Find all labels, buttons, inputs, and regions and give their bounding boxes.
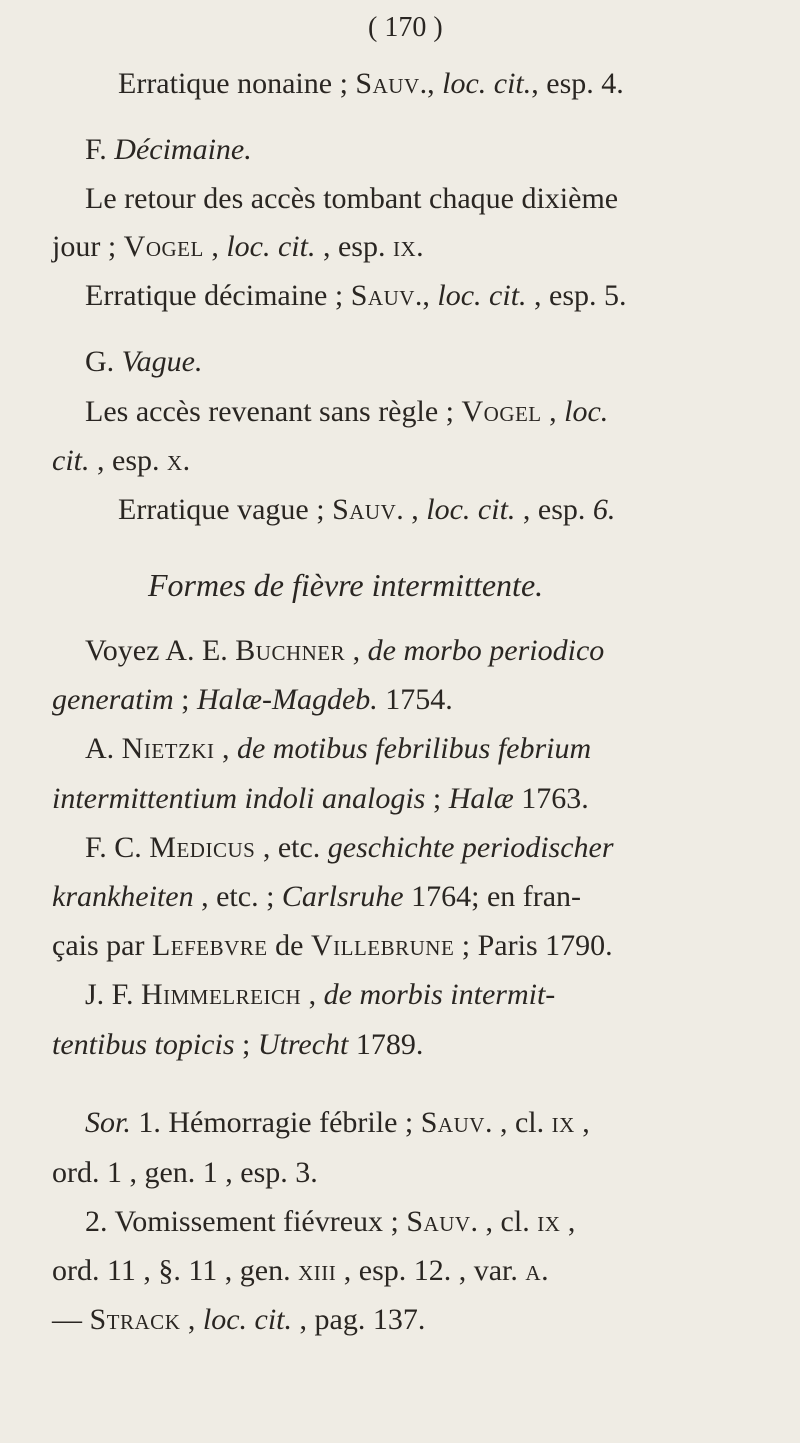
section-heading [85,132,252,168]
text-run: , esp. [515,493,593,526]
text-run: 1763. [513,782,589,815]
text-line [52,879,581,915]
italic-text: Formes de fièvre intermittente. [148,567,544,603]
author-name: Medicus [149,831,256,864]
text-run: , esp. [315,230,393,263]
author-name: Sauv [406,1205,471,1238]
text-run: . [416,230,424,263]
text-run: Voyez A. E. [85,634,236,667]
text-run: . , [396,493,427,526]
text-run: A. [85,732,122,765]
text-line [85,1204,575,1240]
author-name: Himmelreich [140,978,302,1011]
italic-text: de morbo periodico [367,634,605,667]
text-line [52,781,589,817]
text-run: , [301,978,324,1011]
author-name: Villebrune [310,929,455,962]
text-run: Erratique décimaine ; [85,279,351,312]
text-run: . , cl. [470,1205,538,1238]
text-run: , [541,395,565,428]
text-run: , [214,732,237,765]
author-name: Nietzki [121,732,215,765]
italic-text: Utrecht [257,1028,349,1061]
author-name: Sauv [350,279,415,312]
text-line [118,492,615,528]
text-line [52,1155,318,1191]
text-run: ; [173,683,197,716]
author-name: x [167,444,183,477]
text-run: de [267,929,311,962]
text-run: , esp. 12. , var. [336,1254,526,1287]
text-run: çais par [52,929,152,962]
italic-text: Halæ-Magdeb. [196,683,378,716]
author-name: Strack [89,1303,181,1336]
text-line [85,181,618,217]
text-run: , esp. 5. [526,279,627,312]
italic-text: loc. cit. [202,1303,292,1336]
italic-text: krankheiten [52,880,194,913]
text-run: F. C. [85,831,150,864]
italic-text: Décimaine. [114,133,252,166]
author-name: a [525,1254,542,1287]
text-run: ., [414,279,438,312]
text-run: jour ; [52,230,124,263]
author-name: ix [392,230,417,263]
author-name: Sauv [355,67,420,100]
text-run: , [180,1303,203,1336]
chapter-title [148,567,543,603]
italic-text: cit. [52,444,90,477]
text-run: ; Paris 1790. [454,929,613,962]
text-line [52,682,453,718]
text-line [52,1253,549,1289]
author-name: ix [551,1106,575,1139]
text-run: 2. Vomissement fiévreux ; [85,1205,407,1238]
text-run: Le retour des accès tombant chaque dixième [85,182,619,215]
text-line [85,731,591,767]
italic-text: 6. [592,493,616,526]
italic-text: loc. cit. [442,67,532,100]
text-run: — [52,1303,90,1336]
text-line [85,633,604,669]
text-run: 1789. [348,1028,424,1061]
author-name: xiii [298,1254,337,1287]
italic-text: generatim [52,683,174,716]
author-name: Sauv [420,1106,485,1139]
text-run: ord. 11 , §. 11 , gen. [52,1254,299,1287]
text-line [85,394,608,430]
text-line [52,443,190,479]
text-run: , [203,230,227,263]
italic-text: Carlsruhe [281,880,404,913]
text-line [52,928,613,964]
author-name: Lefebvre [151,929,268,962]
italic-text: loc. [564,395,609,428]
text-run: , [560,1205,576,1238]
italic-text: de motibus febrilibus febrium [236,732,592,765]
author-name: Sauv [332,493,397,526]
text-line [52,1302,425,1338]
text-run: , [574,1106,590,1139]
text-line [85,1105,590,1141]
text-run: ., [419,67,443,100]
italic-text: loc. cit. [226,230,316,263]
text-run: ; [234,1028,258,1061]
italic-text: tentibus topicis [52,1028,235,1061]
text-run: , etc. ; [193,880,282,913]
text-run: . [541,1254,549,1287]
text-line [85,278,627,314]
text-run: 1764; en fran- [403,880,582,913]
author-name: ix [537,1205,561,1238]
text-line [52,229,424,265]
italic-text: loc. cit. [426,493,516,526]
text-run: , [345,634,368,667]
italic-text: Halæ [448,782,514,815]
author-name: Vogel [123,230,204,263]
italic-text: intermittentium indoli analogis [52,782,426,815]
italic-text: de morbis intermit- [323,978,556,1011]
text-run: Erratique nonaine ; [118,67,356,100]
page-number: ( 170 ) [368,12,443,43]
italic-text: Sor. [85,1106,131,1139]
section-heading [85,344,203,380]
text-run: Erratique vague ; [118,493,333,526]
text-run: ; [425,782,449,815]
italic-text: geschichte periodischer [327,831,614,864]
text-run: ord. 1 , gen. 1 , esp. 3. [52,1156,318,1189]
text-run: , etc. [255,831,328,864]
text-run: . , cl. [484,1106,552,1139]
text-run: . [182,444,191,477]
text-run: F. [85,133,115,166]
text-line [85,977,555,1013]
text-run: , esp. 4. [531,67,624,100]
text-line [52,1027,423,1063]
italic-text: Vague. [121,345,203,378]
text-line [118,66,624,102]
text-run: , pag. 137. [292,1303,426,1336]
italic-text: loc. cit. [437,279,527,312]
text-run: G. [85,345,122,378]
text-run: Les accès revenant sans règle ; [85,395,462,428]
author-name: Vogel [461,395,542,428]
text-line [85,830,614,866]
text-run: J. F. [85,978,141,1011]
text-run: 1754. [377,683,453,716]
text-run: 1. Hémorragie fébrile ; [130,1106,421,1139]
text-run: , esp. [89,444,167,477]
author-name: Buchner [235,634,346,667]
